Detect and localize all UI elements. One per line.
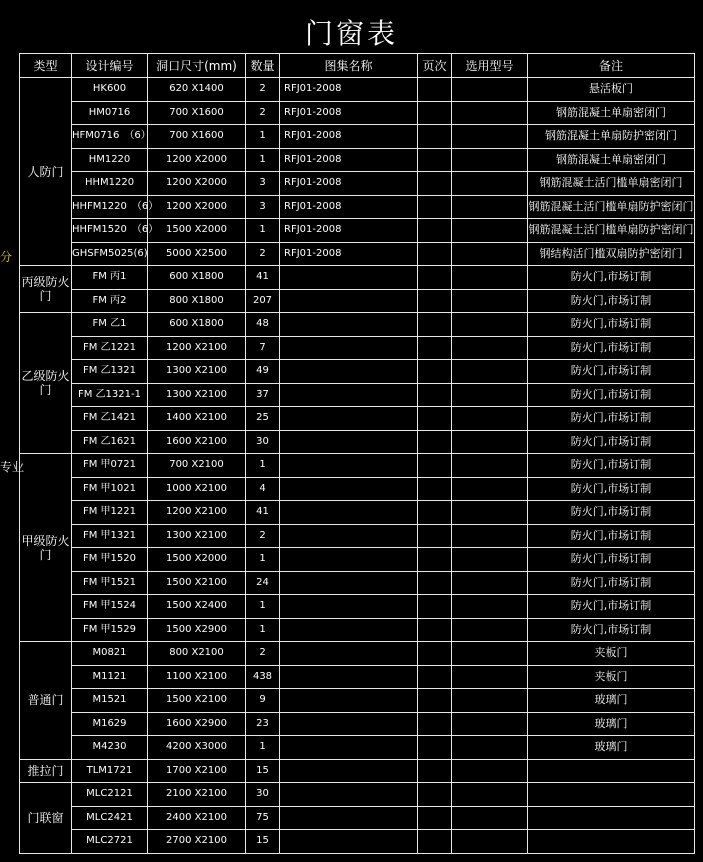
- table-row: [20, 242, 695, 266]
- size-cell: 5000 X2500: [148, 242, 246, 266]
- side-label-fen: 分: [0, 250, 13, 264]
- qty-cell: 15: [246, 830, 280, 854]
- size-cell: 1300 X2100: [148, 524, 246, 548]
- note-cell: 防火门,市场订制: [528, 289, 695, 313]
- table-row: [20, 477, 695, 501]
- model-cell: [452, 336, 528, 360]
- note-cell: 防火门,市场订制: [528, 430, 695, 454]
- size-cell: 1500 X2100: [148, 689, 246, 713]
- size-cell: 4200 X3000: [148, 736, 246, 760]
- code-cell: GHSFM5025(6): [72, 242, 148, 266]
- code-cell: FM 甲1321: [72, 524, 148, 548]
- atlas-cell: [280, 360, 418, 384]
- model-cell: [452, 759, 528, 783]
- qty-cell: 15: [246, 759, 280, 783]
- qty-cell: 207: [246, 289, 280, 313]
- type-cell: 乙级防火门: [20, 313, 72, 454]
- atlas-cell: [280, 313, 418, 337]
- atlas-cell: [280, 477, 418, 501]
- code-cell: HM0716: [72, 101, 148, 125]
- page-cell: [418, 830, 452, 854]
- header-page: 页次: [418, 54, 452, 78]
- code-cell: MLC2421: [72, 806, 148, 830]
- note-cell: 防火门,市场订制: [528, 336, 695, 360]
- size-cell: 800 X1800: [148, 289, 246, 313]
- atlas-cell: [280, 665, 418, 689]
- atlas-cell: RFJ01-2008: [280, 172, 418, 196]
- table-row: [20, 830, 695, 854]
- size-cell: 1500 X2400: [148, 595, 246, 619]
- model-cell: [452, 689, 528, 713]
- size-cell: 600 X1800: [148, 266, 246, 290]
- code-cell: FM 丙1: [72, 266, 148, 290]
- model-cell: [452, 524, 528, 548]
- model-cell: [452, 101, 528, 125]
- atlas-cell: [280, 383, 418, 407]
- table-row: [20, 336, 695, 360]
- table-row: [20, 618, 695, 642]
- qty-cell: 3: [246, 195, 280, 219]
- note-cell: 防火门,市场订制: [528, 595, 695, 619]
- table-row: [20, 689, 695, 713]
- page-cell: [418, 689, 452, 713]
- qty-cell: 1: [246, 148, 280, 172]
- table-row: [20, 407, 695, 431]
- qty-cell: 2: [246, 242, 280, 266]
- qty-cell: 7: [246, 336, 280, 360]
- code-cell: MLC2721: [72, 830, 148, 854]
- note-cell: 防火门,市场订制: [528, 477, 695, 501]
- atlas-cell: [280, 595, 418, 619]
- page-cell: [418, 313, 452, 337]
- qty-cell: 2: [246, 524, 280, 548]
- atlas-cell: [280, 783, 418, 807]
- page-cell: [418, 783, 452, 807]
- atlas-cell: [280, 548, 418, 572]
- code-cell: M0821: [72, 642, 148, 666]
- size-cell: 800 X2100: [148, 642, 246, 666]
- note-cell: 夹板门: [528, 642, 695, 666]
- table-row: [20, 759, 695, 783]
- atlas-cell: [280, 736, 418, 760]
- model-cell: [452, 665, 528, 689]
- code-cell: FM 甲1524: [72, 595, 148, 619]
- page-cell: [418, 242, 452, 266]
- code-cell: M1521: [72, 689, 148, 713]
- table-row: [20, 595, 695, 619]
- model-cell: [452, 618, 528, 642]
- table-row: [20, 642, 695, 666]
- page-cell: [418, 618, 452, 642]
- door-window-table: [19, 53, 695, 854]
- qty-cell: 3: [246, 172, 280, 196]
- atlas-cell: [280, 830, 418, 854]
- model-cell: [452, 806, 528, 830]
- type-cell: 丙级防火门: [20, 266, 72, 313]
- note-cell: 钢筋混凝土活门槛单扇密闭门: [528, 172, 695, 196]
- note-cell: 钢筋混凝土单扇密闭门: [528, 148, 695, 172]
- table-row: [20, 78, 695, 102]
- code-cell: HHFM1220 （6）: [72, 195, 148, 219]
- table-row: [20, 806, 695, 830]
- page-cell: [418, 524, 452, 548]
- page-cell: [418, 407, 452, 431]
- atlas-cell: [280, 806, 418, 830]
- qty-cell: 1: [246, 125, 280, 149]
- model-cell: [452, 830, 528, 854]
- page-cell: [418, 642, 452, 666]
- page-cell: [418, 548, 452, 572]
- code-cell: FM 乙1321-1: [72, 383, 148, 407]
- code-cell: FM 乙1221: [72, 336, 148, 360]
- qty-cell: 30: [246, 430, 280, 454]
- atlas-cell: RFJ01-2008: [280, 101, 418, 125]
- table-row: [20, 313, 695, 337]
- page-cell: [418, 172, 452, 196]
- page-cell: [418, 759, 452, 783]
- note-cell: 防火门,市场订制: [528, 501, 695, 525]
- model-cell: [452, 78, 528, 102]
- qty-cell: 438: [246, 665, 280, 689]
- qty-cell: 41: [246, 266, 280, 290]
- size-cell: 1500 X2100: [148, 571, 246, 595]
- size-cell: 1100 X2100: [148, 665, 246, 689]
- note-cell: 玻璃门: [528, 712, 695, 736]
- qty-cell: 49: [246, 360, 280, 384]
- table-row: [20, 360, 695, 384]
- qty-cell: 37: [246, 383, 280, 407]
- code-cell: M1629: [72, 712, 148, 736]
- page-cell: [418, 595, 452, 619]
- table-row: [20, 712, 695, 736]
- qty-cell: 25: [246, 407, 280, 431]
- code-cell: FM 甲1520: [72, 548, 148, 572]
- size-cell: 1500 X2900: [148, 618, 246, 642]
- qty-cell: 1: [246, 454, 280, 478]
- model-cell: [452, 266, 528, 290]
- note-cell: 防火门,市场订制: [528, 454, 695, 478]
- code-cell: FM 乙1: [72, 313, 148, 337]
- table-row: [20, 454, 695, 478]
- code-cell: FM 乙1621: [72, 430, 148, 454]
- note-cell: 防火门,市场订制: [528, 571, 695, 595]
- table-row: [20, 524, 695, 548]
- header-model: 选用型号: [452, 54, 528, 78]
- table-row: [20, 736, 695, 760]
- qty-cell: 48: [246, 313, 280, 337]
- model-cell: [452, 289, 528, 313]
- model-cell: [452, 125, 528, 149]
- model-cell: [452, 501, 528, 525]
- page-cell: [418, 383, 452, 407]
- qty-cell: 2: [246, 78, 280, 102]
- qty-cell: 30: [246, 783, 280, 807]
- model-cell: [452, 595, 528, 619]
- atlas-cell: RFJ01-2008: [280, 125, 418, 149]
- model-cell: [452, 712, 528, 736]
- page-cell: [418, 665, 452, 689]
- page-cell: [418, 125, 452, 149]
- note-cell: 防火门,市场订制: [528, 266, 695, 290]
- side-label-zhuanye: 专业: [0, 460, 25, 474]
- model-cell: [452, 736, 528, 760]
- size-cell: 620 X1400: [148, 78, 246, 102]
- page-cell: [418, 454, 452, 478]
- atlas-cell: [280, 266, 418, 290]
- page-cell: [418, 477, 452, 501]
- code-cell: FM 丙2: [72, 289, 148, 313]
- header-type: 类型: [20, 54, 72, 78]
- type-cell: 门联窗: [20, 783, 72, 854]
- qty-cell: 23: [246, 712, 280, 736]
- qty-cell: 2: [246, 642, 280, 666]
- model-cell: [452, 172, 528, 196]
- page-cell: [418, 360, 452, 384]
- note-cell: 防火门,市场订制: [528, 524, 695, 548]
- size-cell: 1600 X2900: [148, 712, 246, 736]
- page-cell: [418, 266, 452, 290]
- model-cell: [452, 313, 528, 337]
- table-body: [20, 78, 695, 854]
- size-cell: 1200 X2000: [148, 195, 246, 219]
- atlas-cell: [280, 407, 418, 431]
- size-cell: 700 X1600: [148, 101, 246, 125]
- page-cell: [418, 78, 452, 102]
- atlas-cell: RFJ01-2008: [280, 78, 418, 102]
- page-cell: [418, 501, 452, 525]
- table-row: [20, 266, 695, 290]
- qty-cell: 1: [246, 595, 280, 619]
- table-header-row: [20, 54, 695, 78]
- table-row: [20, 548, 695, 572]
- code-cell: M4230: [72, 736, 148, 760]
- atlas-cell: [280, 759, 418, 783]
- header-code: 设计编号: [72, 54, 148, 78]
- note-cell: 悬活板门: [528, 78, 695, 102]
- header-atlas: 图集名称: [280, 54, 418, 78]
- model-cell: [452, 571, 528, 595]
- atlas-cell: [280, 501, 418, 525]
- note-cell: 防火门,市场订制: [528, 548, 695, 572]
- size-cell: 1500 X2000: [148, 548, 246, 572]
- table-row: [20, 125, 695, 149]
- size-cell: 1600 X2100: [148, 430, 246, 454]
- page-cell: [418, 336, 452, 360]
- code-cell: HHFM1520 （6）: [72, 219, 148, 243]
- table-row: [20, 430, 695, 454]
- size-cell: 700 X1600: [148, 125, 246, 149]
- table-row: [20, 195, 695, 219]
- atlas-cell: [280, 712, 418, 736]
- atlas-cell: RFJ01-2008: [280, 219, 418, 243]
- size-cell: 1700 X2100: [148, 759, 246, 783]
- table-row: [20, 219, 695, 243]
- table-row: [20, 383, 695, 407]
- page-cell: [418, 101, 452, 125]
- table-row: [20, 571, 695, 595]
- code-cell: MLC2121: [72, 783, 148, 807]
- type-cell: 甲级防火门: [20, 454, 72, 642]
- atlas-cell: RFJ01-2008: [280, 148, 418, 172]
- code-cell: FM 甲1221: [72, 501, 148, 525]
- table-row: [20, 148, 695, 172]
- code-cell: HK600: [72, 78, 148, 102]
- note-cell: 夹板门: [528, 665, 695, 689]
- size-cell: 1200 X2000: [148, 172, 246, 196]
- qty-cell: 4: [246, 477, 280, 501]
- page-title: 门窗表: [304, 17, 398, 50]
- type-cell: 人防门: [20, 78, 72, 266]
- code-cell: HM1220: [72, 148, 148, 172]
- model-cell: [452, 454, 528, 478]
- size-cell: 700 X2100: [148, 454, 246, 478]
- note-cell: 钢筋混凝土活门槛单扇防护密闭门: [528, 195, 695, 219]
- note-cell: [528, 783, 695, 807]
- size-cell: 1200 X2100: [148, 336, 246, 360]
- model-cell: [452, 360, 528, 384]
- table-row: [20, 665, 695, 689]
- code-cell: M1121: [72, 665, 148, 689]
- note-cell: 钢筋混凝土单扇密闭门: [528, 101, 695, 125]
- model-cell: [452, 148, 528, 172]
- size-cell: 2700 X2100: [148, 830, 246, 854]
- note-cell: 钢筋混凝土单扇防护密闭门: [528, 125, 695, 149]
- size-cell: 1200 X2100: [148, 501, 246, 525]
- page-cell: [418, 736, 452, 760]
- note-cell: [528, 759, 695, 783]
- note-cell: [528, 830, 695, 854]
- code-cell: FM 乙1321: [72, 360, 148, 384]
- note-cell: 防火门,市场订制: [528, 383, 695, 407]
- note-cell: 防火门,市场订制: [528, 313, 695, 337]
- code-cell: FM 甲0721: [72, 454, 148, 478]
- code-cell: FM 甲1529: [72, 618, 148, 642]
- size-cell: 1200 X2000: [148, 148, 246, 172]
- header-qty: 数量: [246, 54, 280, 78]
- note-cell: 防火门,市场订制: [528, 360, 695, 384]
- atlas-cell: [280, 336, 418, 360]
- atlas-cell: RFJ01-2008: [280, 195, 418, 219]
- page-cell: [418, 195, 452, 219]
- model-cell: [452, 548, 528, 572]
- qty-cell: 9: [246, 689, 280, 713]
- atlas-cell: [280, 618, 418, 642]
- code-cell: HHM1220: [72, 172, 148, 196]
- note-cell: 防火门,市场订制: [528, 618, 695, 642]
- atlas-cell: [280, 454, 418, 478]
- table-row: [20, 101, 695, 125]
- header-note: 备注: [528, 54, 695, 78]
- qty-cell: 1: [246, 219, 280, 243]
- page-cell: [418, 712, 452, 736]
- header-size: 洞口尺寸(mm): [148, 54, 246, 78]
- size-cell: 1300 X2100: [148, 383, 246, 407]
- note-cell: 钢筋混凝土活门槛单扇防护密闭门: [528, 219, 695, 243]
- note-cell: 玻璃门: [528, 736, 695, 760]
- note-cell: 防火门,市场订制: [528, 407, 695, 431]
- size-cell: 1000 X2100: [148, 477, 246, 501]
- model-cell: [452, 383, 528, 407]
- model-cell: [452, 430, 528, 454]
- table-row: [20, 172, 695, 196]
- page-cell: [418, 571, 452, 595]
- qty-cell: 41: [246, 501, 280, 525]
- model-cell: [452, 783, 528, 807]
- page-cell: [418, 289, 452, 313]
- page-cell: [418, 430, 452, 454]
- code-cell: HFM0716 （6）: [72, 125, 148, 149]
- table-row: [20, 501, 695, 525]
- size-cell: 2100 X2100: [148, 783, 246, 807]
- size-cell: 1500 X2000: [148, 219, 246, 243]
- model-cell: [452, 242, 528, 266]
- size-cell: 2400 X2100: [148, 806, 246, 830]
- table-row: [20, 289, 695, 313]
- qty-cell: 1: [246, 736, 280, 760]
- note-cell: 玻璃门: [528, 689, 695, 713]
- atlas-cell: [280, 689, 418, 713]
- model-cell: [452, 407, 528, 431]
- qty-cell: 1: [246, 548, 280, 572]
- size-cell: 1400 X2100: [148, 407, 246, 431]
- model-cell: [452, 195, 528, 219]
- size-cell: 600 X1800: [148, 313, 246, 337]
- qty-cell: 1: [246, 618, 280, 642]
- model-cell: [452, 642, 528, 666]
- qty-cell: 2: [246, 101, 280, 125]
- page-cell: [418, 219, 452, 243]
- model-cell: [452, 477, 528, 501]
- table-row: [20, 783, 695, 807]
- qty-cell: 24: [246, 571, 280, 595]
- code-cell: FM 乙1421: [72, 407, 148, 431]
- code-cell: FM 甲1021: [72, 477, 148, 501]
- note-cell: [528, 806, 695, 830]
- atlas-cell: [280, 430, 418, 454]
- atlas-cell: [280, 642, 418, 666]
- page-cell: [418, 806, 452, 830]
- page-cell: [418, 148, 452, 172]
- size-cell: 1300 X2100: [148, 360, 246, 384]
- atlas-cell: [280, 524, 418, 548]
- model-cell: [452, 219, 528, 243]
- note-cell: 钢结构活门槛双扇防护密闭门: [528, 242, 695, 266]
- code-cell: FM 甲1521: [72, 571, 148, 595]
- type-cell: 推拉门: [20, 759, 72, 783]
- atlas-cell: [280, 289, 418, 313]
- code-cell: TLM1721: [72, 759, 148, 783]
- type-cell: 普通门: [20, 642, 72, 760]
- atlas-cell: [280, 571, 418, 595]
- atlas-cell: RFJ01-2008: [280, 242, 418, 266]
- qty-cell: 75: [246, 806, 280, 830]
